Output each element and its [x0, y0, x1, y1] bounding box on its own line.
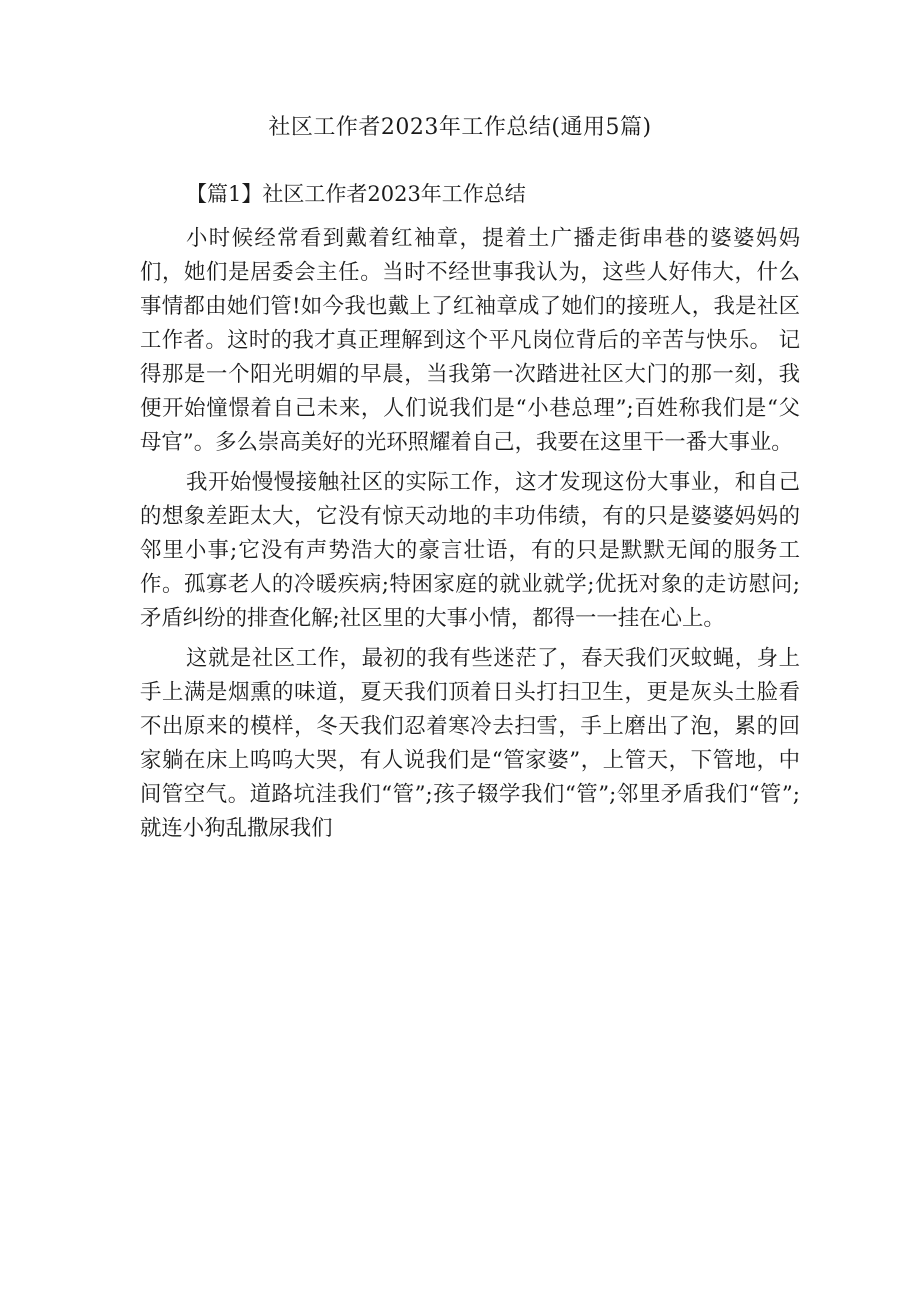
document-body — [140, 222, 800, 846]
section-heading: 【篇1】社区工作者2023年工作总结 — [186, 182, 526, 206]
paragraph-3: 这就是社区工作，最初的我有些迷茫了，春天我们灭蚊蝇，身上手上满是烟熏的味道，夏天我们顶着日头打扫卫生，更是灰头土脸看不出原来的模样，冬天我们忍着寒冷去扫雪，手上磨出了泡，累的回家躺在床上呜呜大哭，有人说我们是“管家婆”，上管天，下管地，中间管空气。道路坑洼我们“管”;孩子辍学我们“管”;邻里矛盾我们“管”;就连小狗乱撒尿我们 — [140, 646, 800, 841]
document-title: 社区工作者2023年工作总结(通用5篇) — [268, 115, 652, 140]
paragraph-1: 小时候经常看到戴着红袖章，提着土广播走街串巷的婆婆妈妈们，她们是居委会主任。当时不经世事我认为，这些人好伟大，什么事情都由她们管!如今我也戴上了红袖章成了她们的接班人，我是社区工作者。这时的我才真正理解到这个平凡岗位背后的辛苦与快乐。 记得那是一个阳光明媚的早晨，当我第一次踏进社区大门的那一刻，我便开始憧憬着自己未来，人们说我们是“小巷总理”;百姓称我们是“父母官”。多么崇高美好的光环照耀着自己，我要在这里干一番大事业。 — [140, 226, 800, 455]
paragraph-2: 我开始慢慢接触社区的实际工作，这才发现这份大事业，和自己的想象差距太大，它没有惊天动地的丰功伟绩，有的只是婆婆妈妈的邻里小事;它没有声势浩大的豪言壮语，有的只是默默无闻的服务工作。孤寡老人的冷暖疾病;特困家庭的就业就学;优抚对象的走访慰问;矛盾纠纷的排查化解;社区里的大事小情，都得一一挂在心上。 — [140, 470, 800, 631]
